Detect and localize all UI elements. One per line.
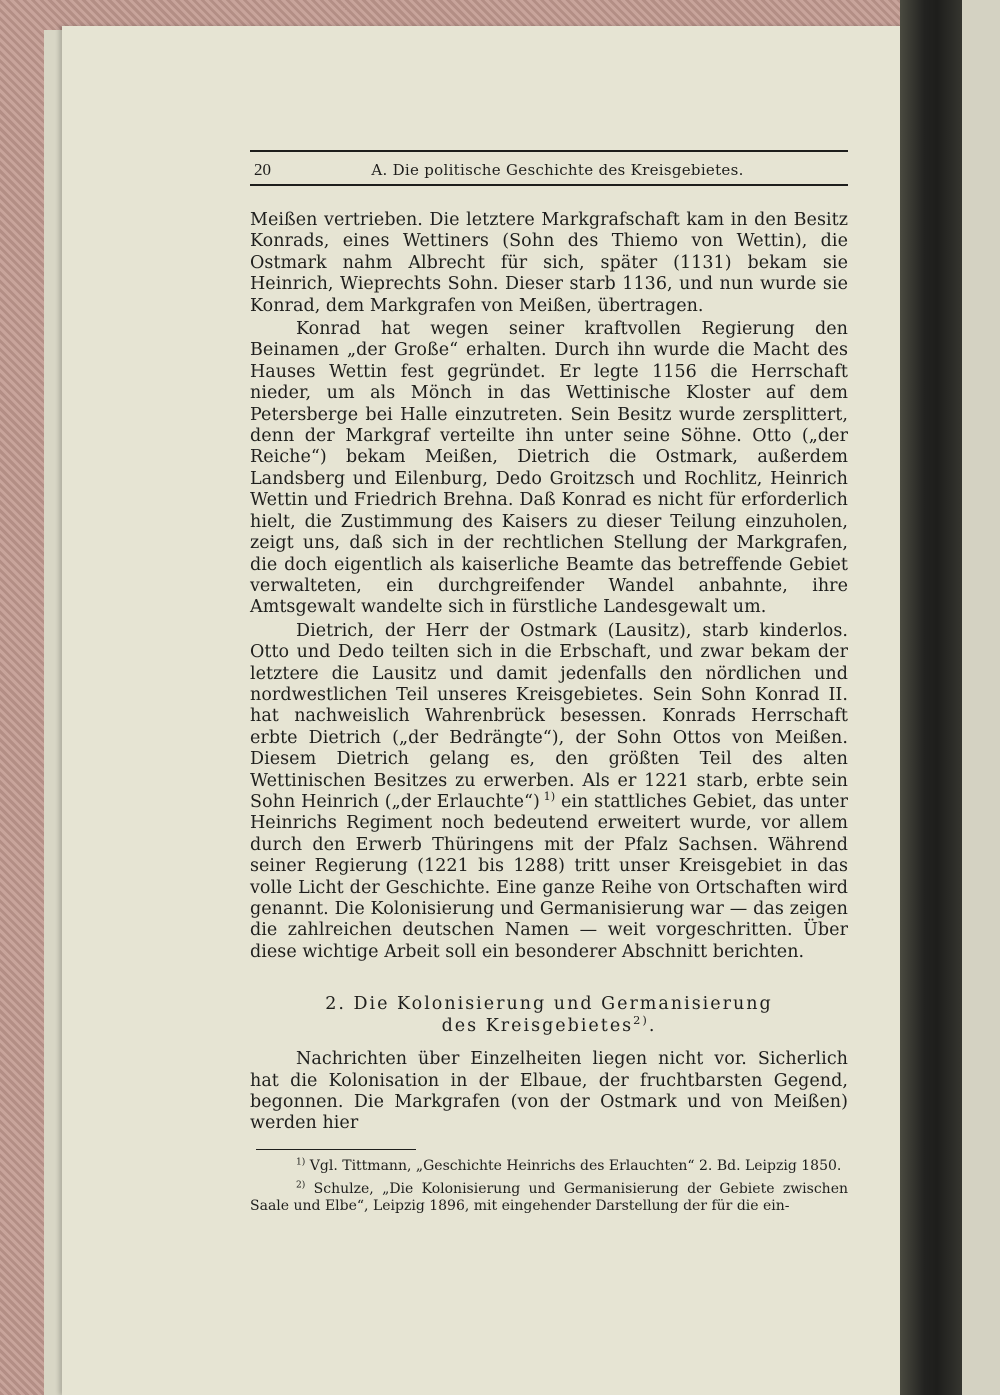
section-heading-line-2 — [250, 1015, 848, 1037]
page-number: 20 — [254, 160, 271, 179]
section-heading — [250, 993, 848, 1037]
footnote-rule — [256, 1149, 416, 1150]
running-header — [250, 152, 848, 182]
facing-page-edge — [962, 0, 1000, 1395]
section-heading-line-2-text: des Kreisgebietes — [441, 1016, 634, 1037]
footnote-ref-1: 1) — [543, 789, 556, 804]
book-gutter — [900, 0, 962, 1395]
paragraph-4: Nachrichten über Einzelheiten liegen nicht vor. Sicherlich hat die Kolonisation in der Elbaue, der fruchtbarsten Gegend, begonnen. Die Markgrafen (von der Ostmark und von Meißen) werden hier — [250, 1049, 848, 1134]
paragraph-2: Konrad hat wegen seiner kraftvollen Regierung den Beinamen „der Große“ erhalten. Durch ihn wurde die Macht des Hauses Wettin fest gegründet. Er legte 1156 die Herrschaft nieder, um als Mönch in das Wettinische Kloster auf dem Petersberge bei Halle einzutreten. Sein Besitz wurde zersplittert, denn der Markgraf verteilte ihn unter seine Söhne. Otto („der Reiche“) bekam Meißen, Dietrich die Ostmark, außerdem Landsberg und Eilenburg, Dedo Groitzsch und Rochlitz, Heinrich Wettin und Friedrich Brehna. Daß Konrad es nicht für erforderlich hielt, die Zustimmung des Kaisers zu dieser Teilung einzuholen, zeigt uns, daß sich in der rechtlichen Stellung der Markgrafen, die doch eigentlich als kaiserliche Beamte das betreffende Gebiet verwalteten, ein durchgreifender Wandel anbahnte, ihre Amtsgewalt wandelte sich in fürstliche Landesgewalt um. — [250, 319, 848, 618]
footnote-ref-2: 2) — [633, 1013, 649, 1028]
paragraph-3-text-b: ein stattliches Gebiet, das unter Heinrichs Regiment noch bedeutend erweitert wurde, vor allem durch den Erwerb Thüringens mit der Pfalz Sachsen. Während seiner Regierung (1221 bis 1288) tritt unser Kreisgebiet in das volle Licht der Geschichte. Eine ganze Reihe von Ortschaften wird genannt. Die Kolonisierung und Germanisierung war — das zeigen die zahlreichen deutschen Namen — weit vorgeschritten. Über diese wichtige Arbeit soll ein besonderer Abschnitt berichten. — [250, 791, 848, 962]
page-content — [250, 150, 848, 1221]
footnote-2-mark: 2) — [296, 1180, 306, 1191]
footnote-1 — [250, 1158, 848, 1175]
footnote-2 — [250, 1181, 848, 1215]
header-rule-bottom — [250, 184, 848, 186]
footnote-1-text: Vgl. Tittmann, „Geschichte Heinrichs des Erlauchten“ 2. Bd. Leipzig 1850. — [305, 1157, 842, 1174]
paragraph-1: Meißen vertrieben. Die letztere Markgrafschaft kam in den Besitz Konrads, eines Wettiners (Sohn des Thiemo von Wettin), die Ostmark nahm Albrecht für sich, später (1131) bekam sie Heinrich, Wieprechts Sohn. Dieser starb 1136, und nun wurde sie Konrad, dem Markgrafen von Meißen, übertragen. — [250, 210, 848, 316]
paragraph-3 — [250, 621, 848, 964]
section-heading-line-1: 2. Die Kolonisierung und Germanisierung — [325, 994, 773, 1015]
footnote-1-mark: 1) — [296, 1157, 306, 1168]
paragraph-3-text-a: Dietrich, der Herr der Ostmark (Lausitz), starb kinderlos. Otto und Dedo teilten sich in die Erbschaft, und zwar bekam der letztere die Lausitz und damit jedenfalls den nördlichen und nordwestlichen Teil unseres Kreisgebietes. Sein Sohn Konrad II. hat nachweislich Wahrenbrück besessen. Konrads Herrschaft erbte Dietrich („der Bedrängte“), der Sohn Ottos von Meißen. Diesem Dietrich gelang es, den größten Teil des alten Wettinischen Besitzes zu erwerben. Als er 1221 starb, erbte sein Sohn Heinrich („der Erlauchte“) — [250, 620, 848, 812]
footnote-2-text: Schulze, „Die Kolonisierung und Germanisierung der Gebiete zwischen Saale und Elbe“, Leipzig 1896, mit eingehender Darstellung der für die ein- — [250, 1180, 848, 1214]
section-heading-period: . — [648, 1016, 657, 1037]
running-head-title: A. Die politische Geschichte des Kreisgebietes. — [371, 161, 744, 179]
